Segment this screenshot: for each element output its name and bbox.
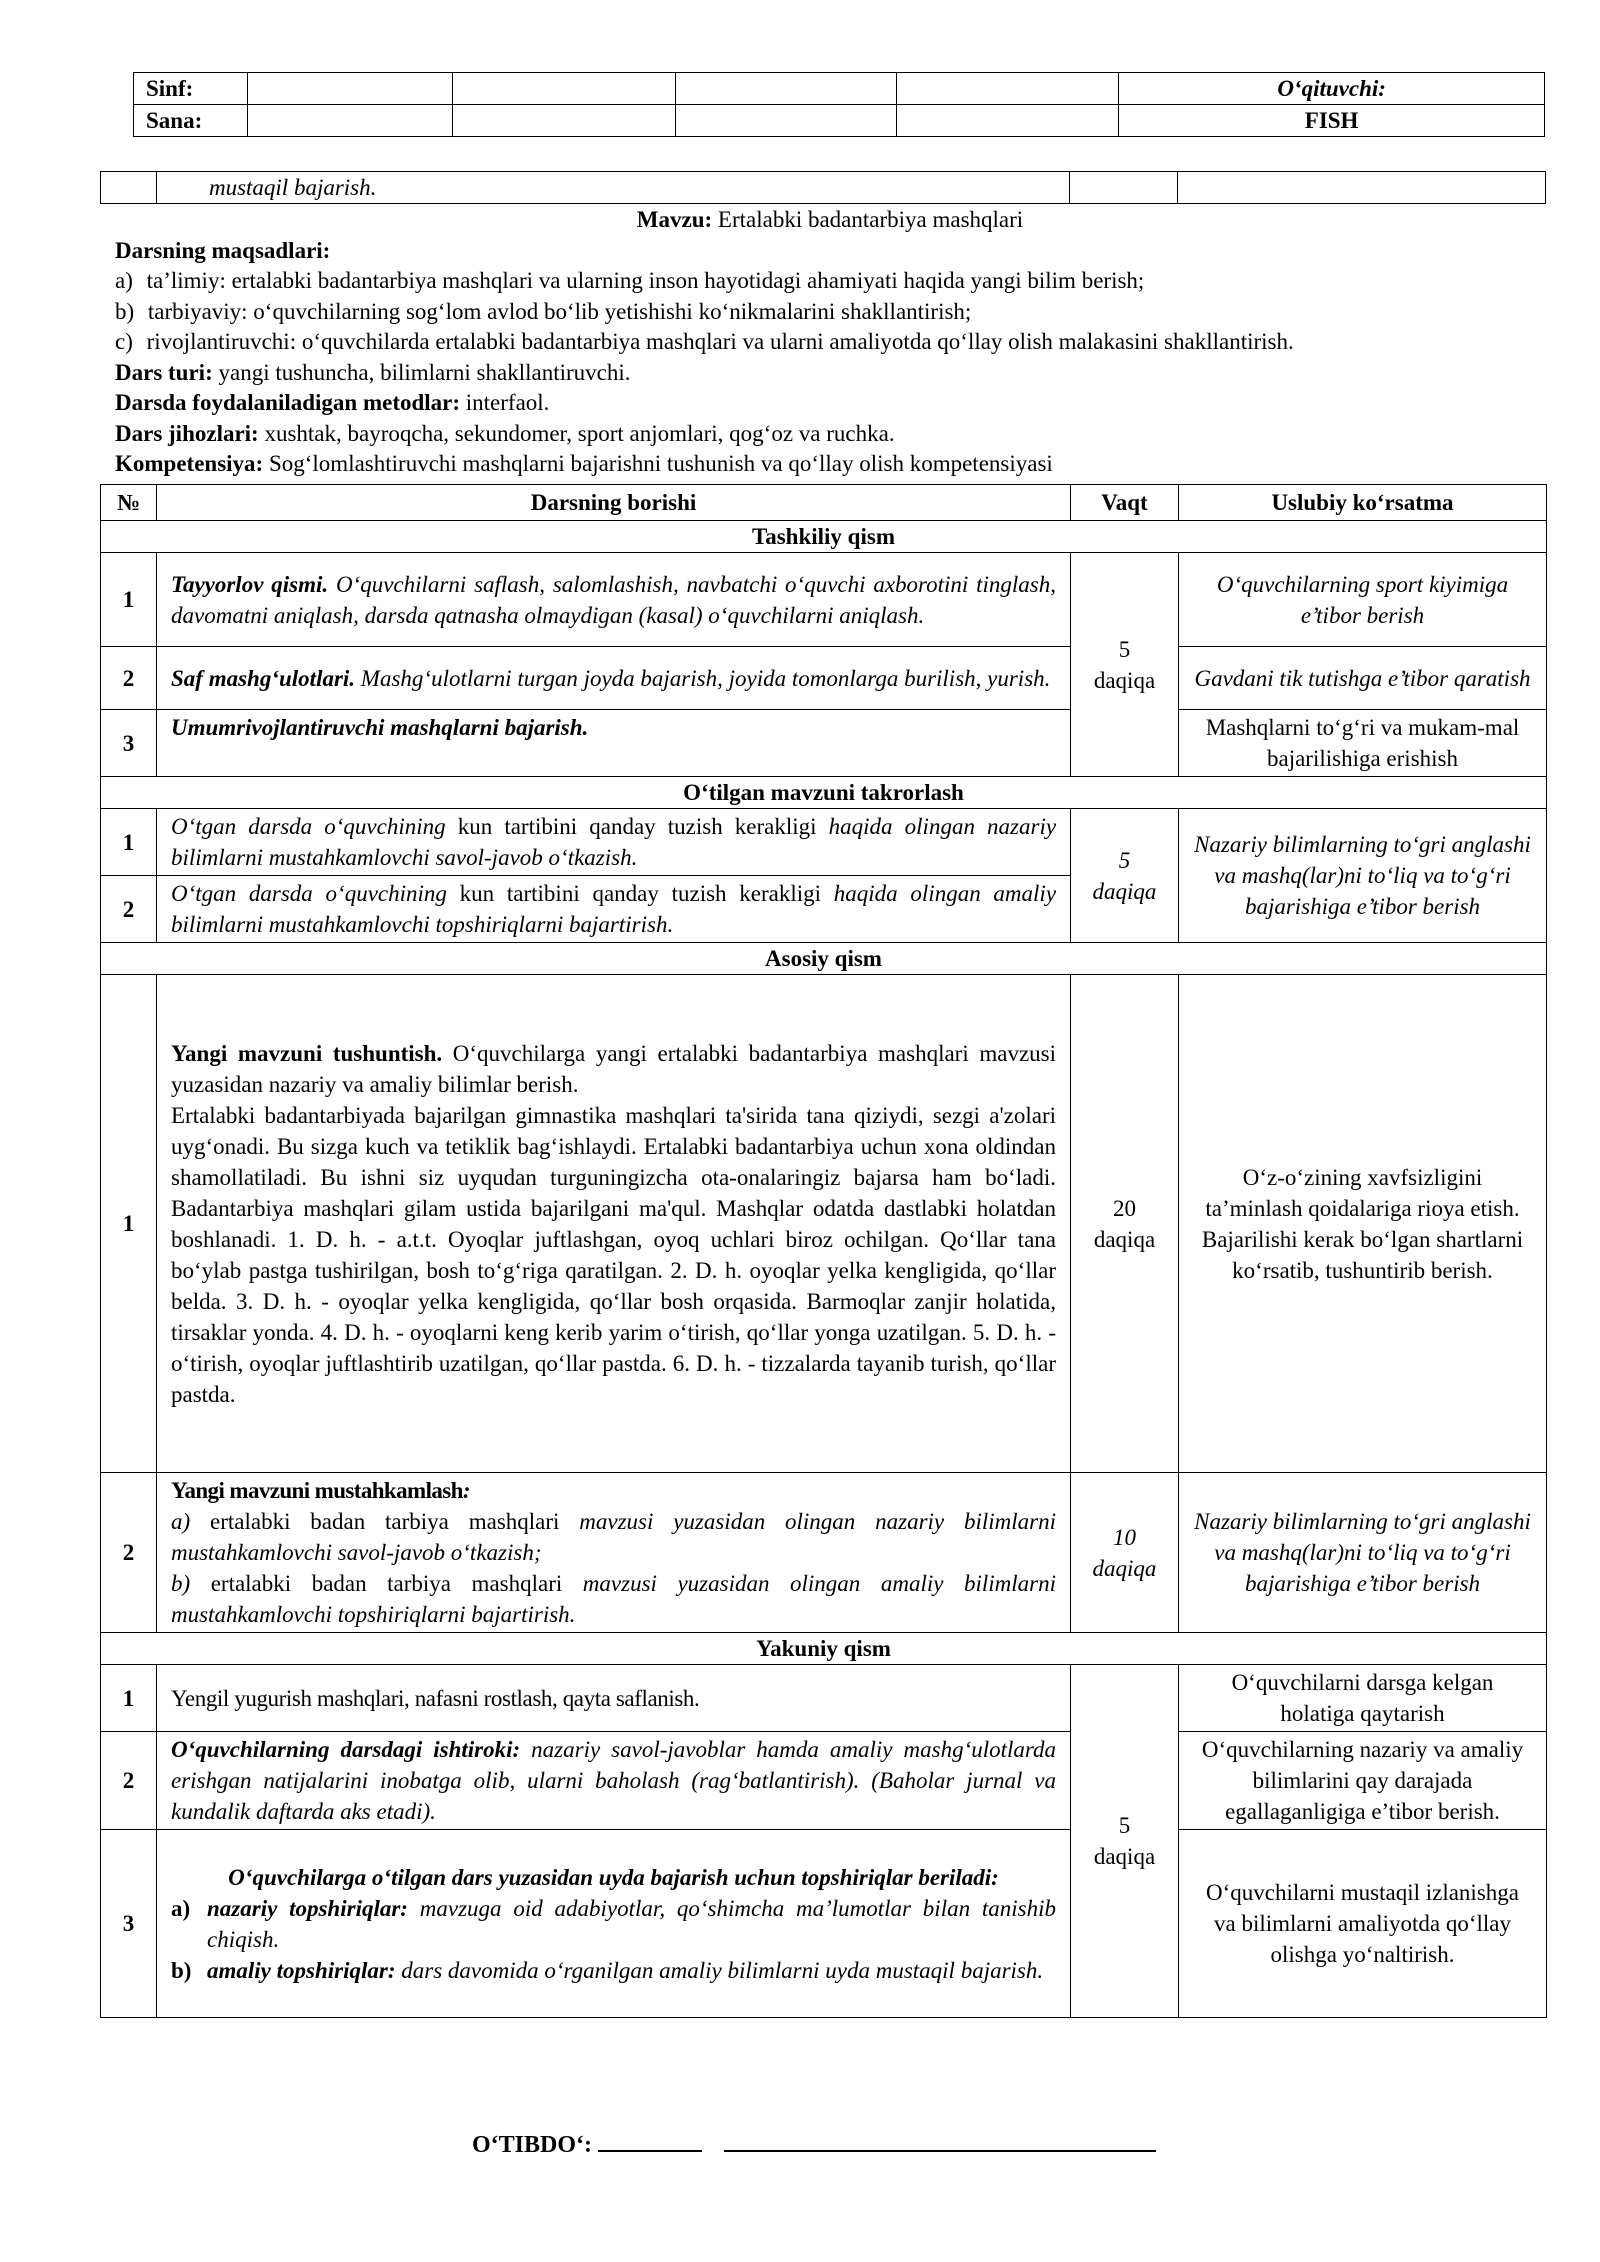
row-content — [157, 876, 1071, 943]
table-row — [101, 1473, 1547, 1633]
row-content — [157, 1473, 1071, 1633]
lesson-progress-table — [100, 484, 1547, 2018]
row-lead: Yangi mavzuni mustahkamlash — [171, 1478, 463, 1503]
new-topic-intro — [171, 1038, 1056, 1100]
item-text: dars davomida o‘rganilgan amaliy bilimlarni uyda mustaqil bajarish. — [401, 1957, 1044, 1983]
consolidation-title — [171, 1475, 1056, 1506]
row-guidance: Gavdani tik tutishga e’tibor qaratish — [1179, 647, 1547, 710]
goal-letter-a: a) — [115, 268, 133, 293]
approval-label: O‘TIBDO‘: — [472, 2132, 592, 2158]
time-value: 5 — [1118, 847, 1131, 873]
header-time: Vaqt — [1071, 485, 1179, 521]
topic-line — [115, 204, 1545, 235]
table-header-row — [101, 485, 1547, 521]
date-cell-3[interactable] — [675, 105, 897, 137]
section-row-organizational — [101, 521, 1547, 553]
time-unit: daqiqa — [1092, 1555, 1157, 1581]
table-row — [101, 1665, 1547, 1732]
row-text: O‘quvchilarni saflash, salomlashish, navbatchi o‘quvchi axborotini tinglash, davomatni aniqlash, darsda qatnasha olmaydigan (kasal) o‘quvchilarni aniqlash. — [171, 571, 1057, 628]
row-number: 2 — [101, 876, 157, 943]
continuation-guide-cell — [1178, 172, 1546, 204]
time-value: 20 — [1113, 1195, 1136, 1221]
goal-item-c — [115, 326, 1545, 357]
item-subject: ertalabki badan tarbiya mashqlari — [210, 1571, 563, 1596]
row-text-part: haqida olingan nazariy bilimlarni mustahkamlovchi savol-javob o‘tkazish. — [171, 814, 1057, 870]
continuation-text: mustaqil bajarish. — [156, 172, 1069, 204]
methods-value: interfaol. — [465, 390, 550, 415]
item-letter: b) — [171, 1957, 192, 1983]
row-number: 2 — [101, 647, 157, 710]
item-text: mavzuga oid adabiyotlar, qo‘shimcha ma’lumotlar bilan tanishib chiqish. — [207, 1895, 1057, 1952]
item-text: mavzusi yuzasidan olingan amaliy bilimlarni mustahkamlovchi topshiriqlarni bajartirish. — [171, 1571, 1056, 1627]
homework-item-a — [171, 1893, 1056, 1955]
signature-blank-short[interactable] — [598, 2128, 702, 2152]
row-content — [157, 809, 1071, 876]
goal-letter-c: c) — [115, 329, 133, 354]
time-value: 5 — [1118, 1813, 1131, 1838]
continuation-num-cell — [101, 172, 157, 204]
row-number: 1 — [101, 975, 157, 1473]
row-number: 1 — [101, 553, 157, 647]
row-lead: Tayyorlov qismi. — [171, 571, 329, 597]
row-content — [157, 647, 1071, 710]
goal-text-c: rivojlantiruvchi: o‘quvchilarda ertalabki badantarbiya mashqlari va ularni amaliyotda qo‘llay olish malakasini shakllantirish. — [146, 329, 1294, 354]
goal-text-b: tarbiyaviy: o‘quvchilarning sog‘lom avlod bo‘lib yetishishi ko‘nikmalarini shakllantirish; — [147, 298, 972, 324]
row-content — [157, 710, 1071, 777]
time-value: 5 — [1118, 636, 1131, 662]
time-unit: daqiqa — [1093, 1226, 1156, 1252]
equipment-line — [115, 418, 1545, 449]
approval-signature-line — [472, 2128, 1156, 2161]
lesson-type-line — [115, 357, 1545, 388]
table-row — [101, 1830, 1547, 2018]
row-text-part: kun tartibini qanday tuzish kerakligi — [459, 881, 822, 906]
header-num: № — [101, 485, 157, 521]
time-unit: daqiqa — [1092, 878, 1157, 904]
row-text-part: O‘tgan darsda o‘quvchining — [171, 881, 447, 906]
row-text-part: O‘tgan darsda o‘quvchining — [171, 814, 446, 839]
item-lead: nazariy topshiriqlar: — [207, 1895, 408, 1921]
continuation-fragment-table — [100, 171, 1546, 204]
class-cell-1[interactable] — [247, 73, 452, 105]
header-progress: Darsning borishi — [157, 485, 1071, 521]
row-lead: O‘quvchilarning darsdagi ishtiroki: — [171, 1737, 521, 1762]
row-guidance: O‘z-o‘zining xavfsizligini ta’minlash qoidalariga rioya etish. Bajarilishi kerak bo‘lgan shartlarni ko‘rsatib, tushuntirib berish. — [1179, 975, 1547, 1473]
row-content — [157, 553, 1071, 647]
section-row-final — [101, 1633, 1547, 1665]
row-text-part: kun tartibini qanday tuzish kerakligi — [457, 814, 817, 839]
class-label: Sinf: — [134, 73, 248, 105]
row-guidance: O‘quvchilarning sport kiyimiga e’tibor berish — [1179, 553, 1547, 647]
item-subject: ertalabki badan tarbiya mashqlari — [210, 1509, 560, 1534]
equipment-label: Dars jihozlari: — [115, 420, 259, 446]
row-lead: Umumrivojlantiruvchi mashqlarni bajarish. — [171, 715, 589, 740]
teacher-name-value: FISH — [1119, 105, 1545, 137]
row-number: 2 — [101, 1732, 157, 1830]
homework-title: O‘quvchilarga o‘tilgan dars yuzasidan uyda bajarish uchun topshiriqlar beriladi: — [228, 1864, 999, 1890]
date-label: Sana: — [134, 105, 248, 137]
row-lead: Yangi mavzuni tushuntish. — [171, 1040, 443, 1066]
row-number: 1 — [101, 1665, 157, 1732]
class-cell-3[interactable] — [675, 73, 897, 105]
row-guidance: O‘quvchilarni darsga kelgan holatiga qaytarish — [1179, 1665, 1547, 1732]
item-content — [207, 1955, 1056, 1986]
goal-item-b — [115, 296, 1545, 327]
methods-line — [115, 387, 1545, 418]
goal-text-a: ta’limiy: ertalabki badantarbiya mashqlari va ularning inson hayotidagi ahamiyati haqida yangi bilim berish; — [146, 268, 1145, 293]
time-cell — [1071, 975, 1179, 1473]
row-guidance: O‘quvchilarning nazariy va amaliy bilimlarini qay darajada egallaganligiga e’tibor berish. — [1179, 1732, 1547, 1830]
table-row — [101, 809, 1547, 876]
table-row — [101, 553, 1547, 647]
goal-letter-b: b) — [115, 298, 135, 324]
item-letter: b) — [171, 1571, 211, 1596]
topic-label: Mavzu: — [636, 207, 713, 232]
methods-label: Darsda foydalaniladigan metodlar: — [115, 390, 461, 415]
date-cell-4[interactable] — [897, 105, 1119, 137]
row-number: 2 — [101, 1473, 157, 1633]
competence-label: Kompetensiya: — [115, 451, 264, 476]
section-title: Tashkiliy qism — [101, 521, 1547, 553]
row-number: 1 — [101, 809, 157, 876]
competence-value: Sog‘lomlashtiruvchi mashqlarni bajarishni tushunish va qo‘llay olish kompetensiyasi — [268, 451, 1053, 476]
item-text: mavzusi yuzasidan olingan nazariy bilimlarni mustahkamlovchi savol-javob o‘tkazish; — [171, 1509, 1056, 1565]
topic-value: Ertalabki badantarbiya mashqlari — [717, 207, 1024, 232]
row-lead: Saf mashg‘ulotlari. — [171, 665, 356, 691]
row-text: O‘quvchilarga yangi ertalabki badantarbiya mashqlari mavzusi yuzasidan nazariy va amaliy bilimlar berish. — [171, 1040, 1056, 1097]
section-title: Yakuniy qism — [101, 1633, 1547, 1665]
section-row-main — [101, 943, 1547, 975]
date-cell-1[interactable] — [247, 105, 452, 137]
time-value: 10 — [1113, 1524, 1136, 1550]
equipment-value: xushtak, bayroqcha, sekundomer, sport anjomlari, qog‘oz va ruchka. — [264, 420, 895, 446]
row-content — [157, 1732, 1071, 1830]
section-title: O‘tilgan mavzuni takrorlash — [101, 777, 1547, 809]
class-date-header-table — [133, 72, 1545, 137]
goal-item-a — [115, 265, 1545, 296]
section-title: Asosiy qism — [101, 943, 1547, 975]
time-unit: daqiqa — [1093, 1844, 1156, 1869]
table-row — [101, 975, 1547, 1473]
row-text-part: haqida olingan amaliy bilimlarni mustahkamlovchi topshiriqlarni bajartirish. — [171, 881, 1057, 937]
row-content — [157, 1830, 1071, 2018]
row-content — [157, 975, 1071, 1473]
goals-title: Darsning maqsadlari: — [115, 237, 331, 263]
row-number: 3 — [101, 710, 157, 777]
table-row — [101, 710, 1547, 777]
time-unit: daqiqa — [1093, 667, 1156, 693]
item-content — [207, 1893, 1056, 1955]
table-row — [101, 647, 1547, 710]
row-guidance: Nazariy bilimlarning to‘gri anglashi va mashq(lar)ni to‘liq va to‘g‘ri bajarishiga e’tibor berish — [1179, 1473, 1547, 1633]
lesson-type-value: yangi tushuncha, bilimlarni shakllantiruvchi. — [218, 359, 631, 385]
class-cell-4[interactable] — [897, 73, 1119, 105]
row-guidance: Mashqlarni to‘g‘ri va mukam-mal bajarilishiga erishish — [1179, 710, 1547, 777]
item-letter: a) — [171, 1509, 210, 1534]
row-number: 3 — [101, 1830, 157, 2018]
row-text: Yengil yugurish mashqlari, nafasni rostlash, qayta saflanish. — [157, 1665, 1071, 1732]
row-guidance: O‘quvchilarni mustaqil izlanishga va bilimlarni amaliyotda qo‘llay olishga yo‘naltirish. — [1179, 1830, 1547, 2018]
signature-blank-long[interactable] — [724, 2128, 1156, 2152]
new-topic-body: Ertalabki badantarbiyada bajarilgan gimnastika mashqlari ta'sirida tana qiziydi, sezgi a'zolari uyg‘onadi. Bu sizga kuch va tetiklik bag‘ishlaydi. Ertalabki badantarbiya uchun xona oldindan shamollatiladi. Bu ishni siz uyqudan turguningizcha ota-onalaringiz bajarsa ham bo‘ladi. Badantarbiya mashqlari gilam ustida bajarilgani ma'qul. Mashqlar odatda dastlabki holatdan boshlanadi. 1. D. h. - a.t.t. Oyoqlar juftlashgan, oyoq uchlari biroz ochilgan. Qo‘llar tana bo‘ylab pastga tushirilgan, bosh to‘g‘riga qaratilgan. 2. D. h. oyoqlar yelka kengligida, qo‘llar belda. 3. D. h. - oyoqlar yelka kengligida, qo‘llar bosh orqasida. Barmoqlar zanjir holatida, tirsaklar yonda. 4. D. h. - oyoqlarni keng kerib yarim o‘tirish, qo‘llar yonga uzatilgan. 5. D. h. - o‘tirish, oyoqlar juftlashtirib uzatilgan, qo‘llar pastda. 6. D. h. - tizzalarda tayanib turish, qo‘llar pastda. — [171, 1102, 1056, 1407]
class-cell-2[interactable] — [452, 73, 675, 105]
competence-line — [115, 448, 1545, 479]
section-row-review — [101, 777, 1547, 809]
homework-item-b — [171, 1955, 1056, 1986]
time-cell — [1071, 553, 1179, 777]
time-cell — [1071, 1473, 1179, 1633]
continuation-time-cell — [1070, 172, 1178, 204]
header-guidance: Uslubiy ko‘rsatma — [1179, 485, 1547, 521]
time-cell — [1071, 809, 1179, 943]
item-lead: amaliy topshiriqlar: — [207, 1957, 396, 1983]
row-text: Mashg‘ulotlarni turgan joyda bajarish, joyida tomonlarga burilish, yurish. — [360, 665, 1051, 691]
lesson-type-label: Dars turi: — [115, 359, 213, 385]
row-lead-colon: : — [462, 1478, 471, 1503]
table-row — [101, 1732, 1547, 1830]
row-text: nazariy savol-javoblar hamda amaliy mashg‘ulotlarda erishgan natijalarini inobatga olib, ularni baholash (rag‘batlantirish). (Baholar jurnal va kundalik daftarda aks etadi). — [171, 1737, 1056, 1824]
row-guidance: Nazariy bilimlarning to‘gri anglashi va mashq(lar)ni to‘liq va to‘g‘ri bajarishiga e’tibor berish — [1179, 809, 1547, 943]
time-cell — [1071, 1665, 1179, 2018]
consolidation-item-a — [171, 1506, 1056, 1568]
item-letter: a) — [171, 1895, 191, 1921]
lesson-meta-block — [115, 204, 1545, 479]
date-cell-2[interactable] — [452, 105, 675, 137]
teacher-label: O‘qituvchi: — [1119, 73, 1545, 105]
consolidation-item-b — [171, 1568, 1056, 1630]
